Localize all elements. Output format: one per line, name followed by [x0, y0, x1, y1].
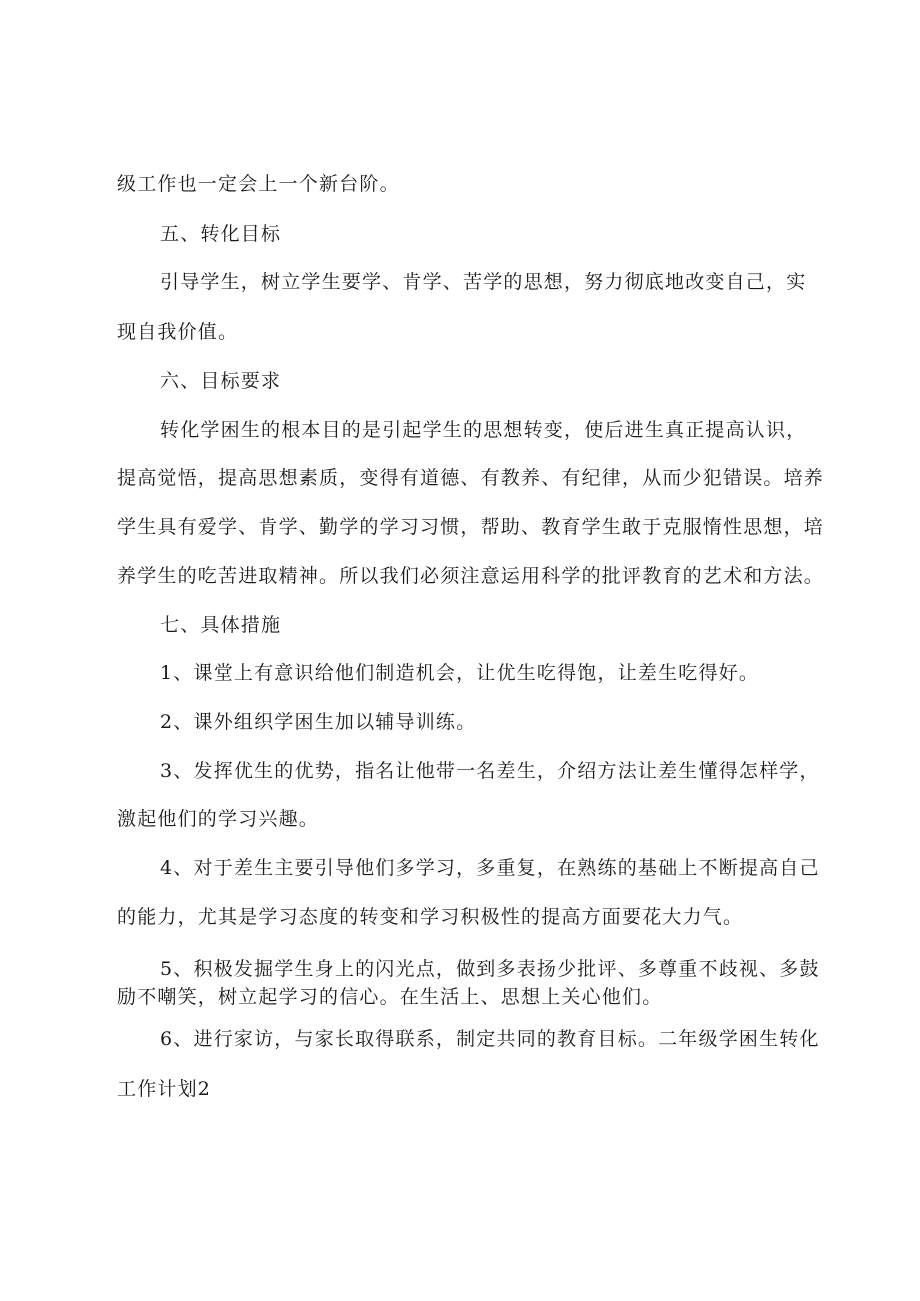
list-item: 6、进行家访，与家长取得联系，制定共同的教育目标。二年级学困生转化 [160, 1028, 820, 1050]
text-line: 转化学困生的根本目的是引起学生的思想转变，使后进生真正提高认识， [160, 419, 807, 441]
section-heading: 五、转化目标 [160, 223, 282, 245]
text-line: 工作计划2 [117, 1078, 212, 1100]
text-line: 引导学生，树立学生要学、肯学、苦学的思想，努力彻底地改变自己，实 [160, 271, 807, 293]
list-item: 1、课堂上有意识给他们制造机会，让优生吃得饱，让差生吃得好。 [160, 662, 760, 684]
text-line: 的能力，尤其是学习态度的转变和学习积极性的提高方面要花大力气。 [117, 906, 744, 928]
text-line: 提高觉悟，提高思想素质，变得有道德、有教养、有纪律，从而少犯错误。培养 [117, 467, 825, 489]
section-heading: 七、具体措施 [160, 614, 282, 636]
list-item: 4、对于差生主要引导他们多学习，多重复，在熟练的基础上不断提高自己 [160, 857, 820, 879]
text-line: 级工作也一定会上一个新台阶。 [117, 173, 400, 195]
list-item: 3、发挥优生的优势，指名让他带一名差生，介绍方法让差生懂得怎样学， [160, 760, 820, 782]
text-line: 现自我价值。 [117, 321, 239, 343]
text-line: 激起他们的学习兴趣。 [117, 808, 320, 830]
section-heading: 六、目标要求 [160, 370, 282, 392]
text-line: 养学生的吃苦进取精神。所以我们必须注意运用科学的批评教育的艺术和方法。 [117, 565, 825, 587]
list-item: 5、积极发掘学生身上的闪光点，做到多表扬少批评、多尊重不歧视、多鼓 [160, 958, 820, 980]
list-item: 2、课外组织学困生加以辅导训练。 [160, 711, 477, 733]
text-line: 学生具有爱学、肯学、勤学的学习习惯，帮助、教育学生敢于克服惰性思想，培 [117, 516, 825, 538]
text-line: 励不嘲笑，树立起学习的信心。在生活上、思想上关心他们。 [117, 986, 663, 1008]
